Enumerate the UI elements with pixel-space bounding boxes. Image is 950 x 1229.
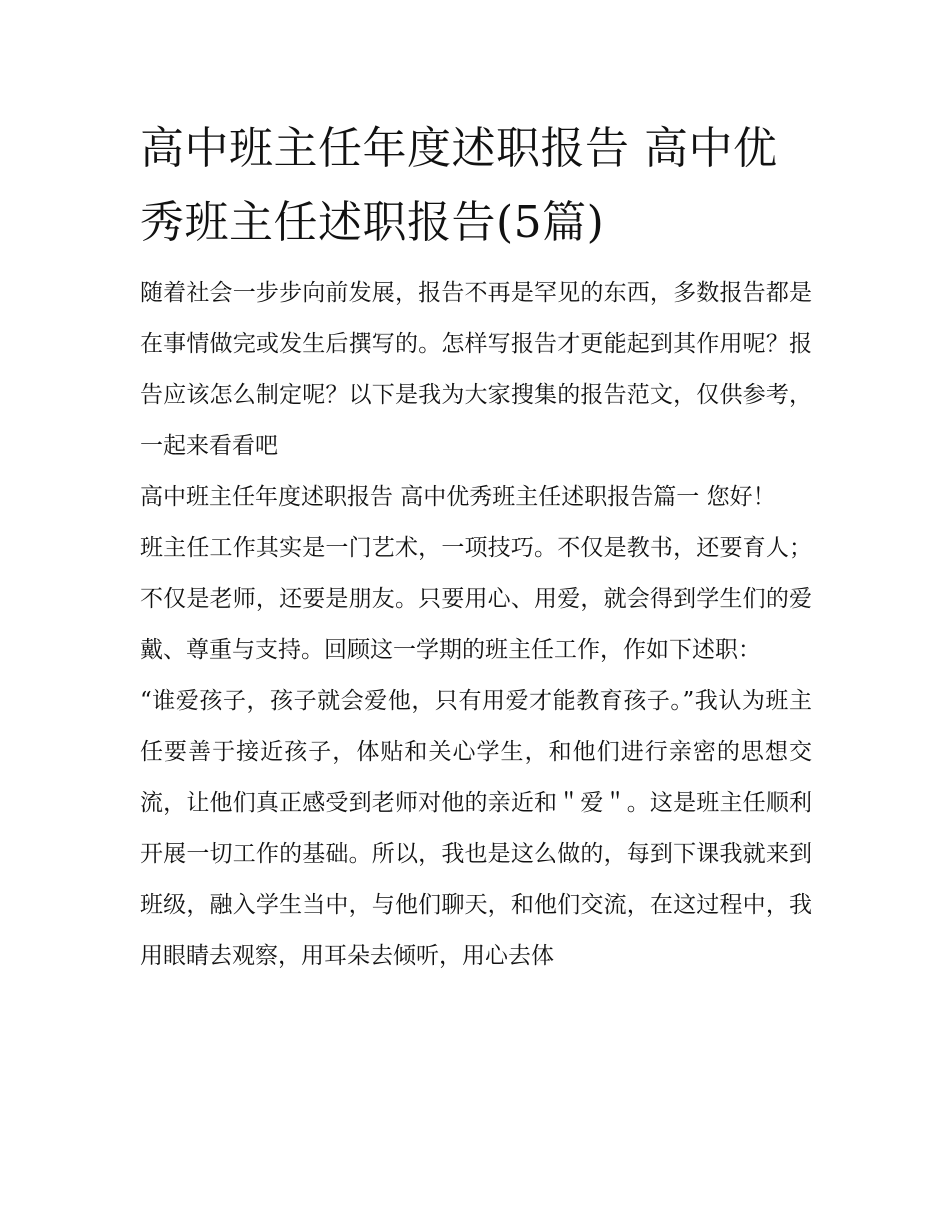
body-paragraph: “谁爱孩子，孩子就会爱他，只有用爱才能教育孩子。”我认为班主任要善于接近孩子，体贴和关心学生，和他们进行亲密的思想交流，让他们真正感受到老师对他的亲近和＂爱＂。这是班主任顺利开展一切工作的基础。所以，我也是这么做的，每到下课我就来到班级，融入学生当中，与他们聊天，和他们交流，在这过程中，我用眼睛去观察，用耳朵去倾听，用心去体 (140, 688, 812, 969)
body-paragraph: 班主任工作其实是一门艺术，一项技巧。不仅是教书，还要育人；不仅是老师，还要是朋友。只要用心、用爱，就会得到学生们的爱戴、尊重与支持。回顾这一学期的班主任工作，作如下述职： (140, 535, 812, 663)
intro-paragraph: 随着社会一步步向前发展，报告不再是罕见的东西，多数报告都是在事情做完或发生后撰写的。怎样写报告才更能起到其作用呢？报告应该怎么制定呢？以下是我为大家搜集的报告范文，仅供参考，一起来看看吧 (140, 280, 812, 459)
section-heading-paragraph: 高中班主任年度述职报告 高中优秀班主任述职报告篇一 您好！ (140, 484, 776, 510)
document-title: 高中班主任年度述职报告 高中优秀班主任述职报告(5篇) (140, 123, 778, 248)
document-page (140, 112, 812, 982)
